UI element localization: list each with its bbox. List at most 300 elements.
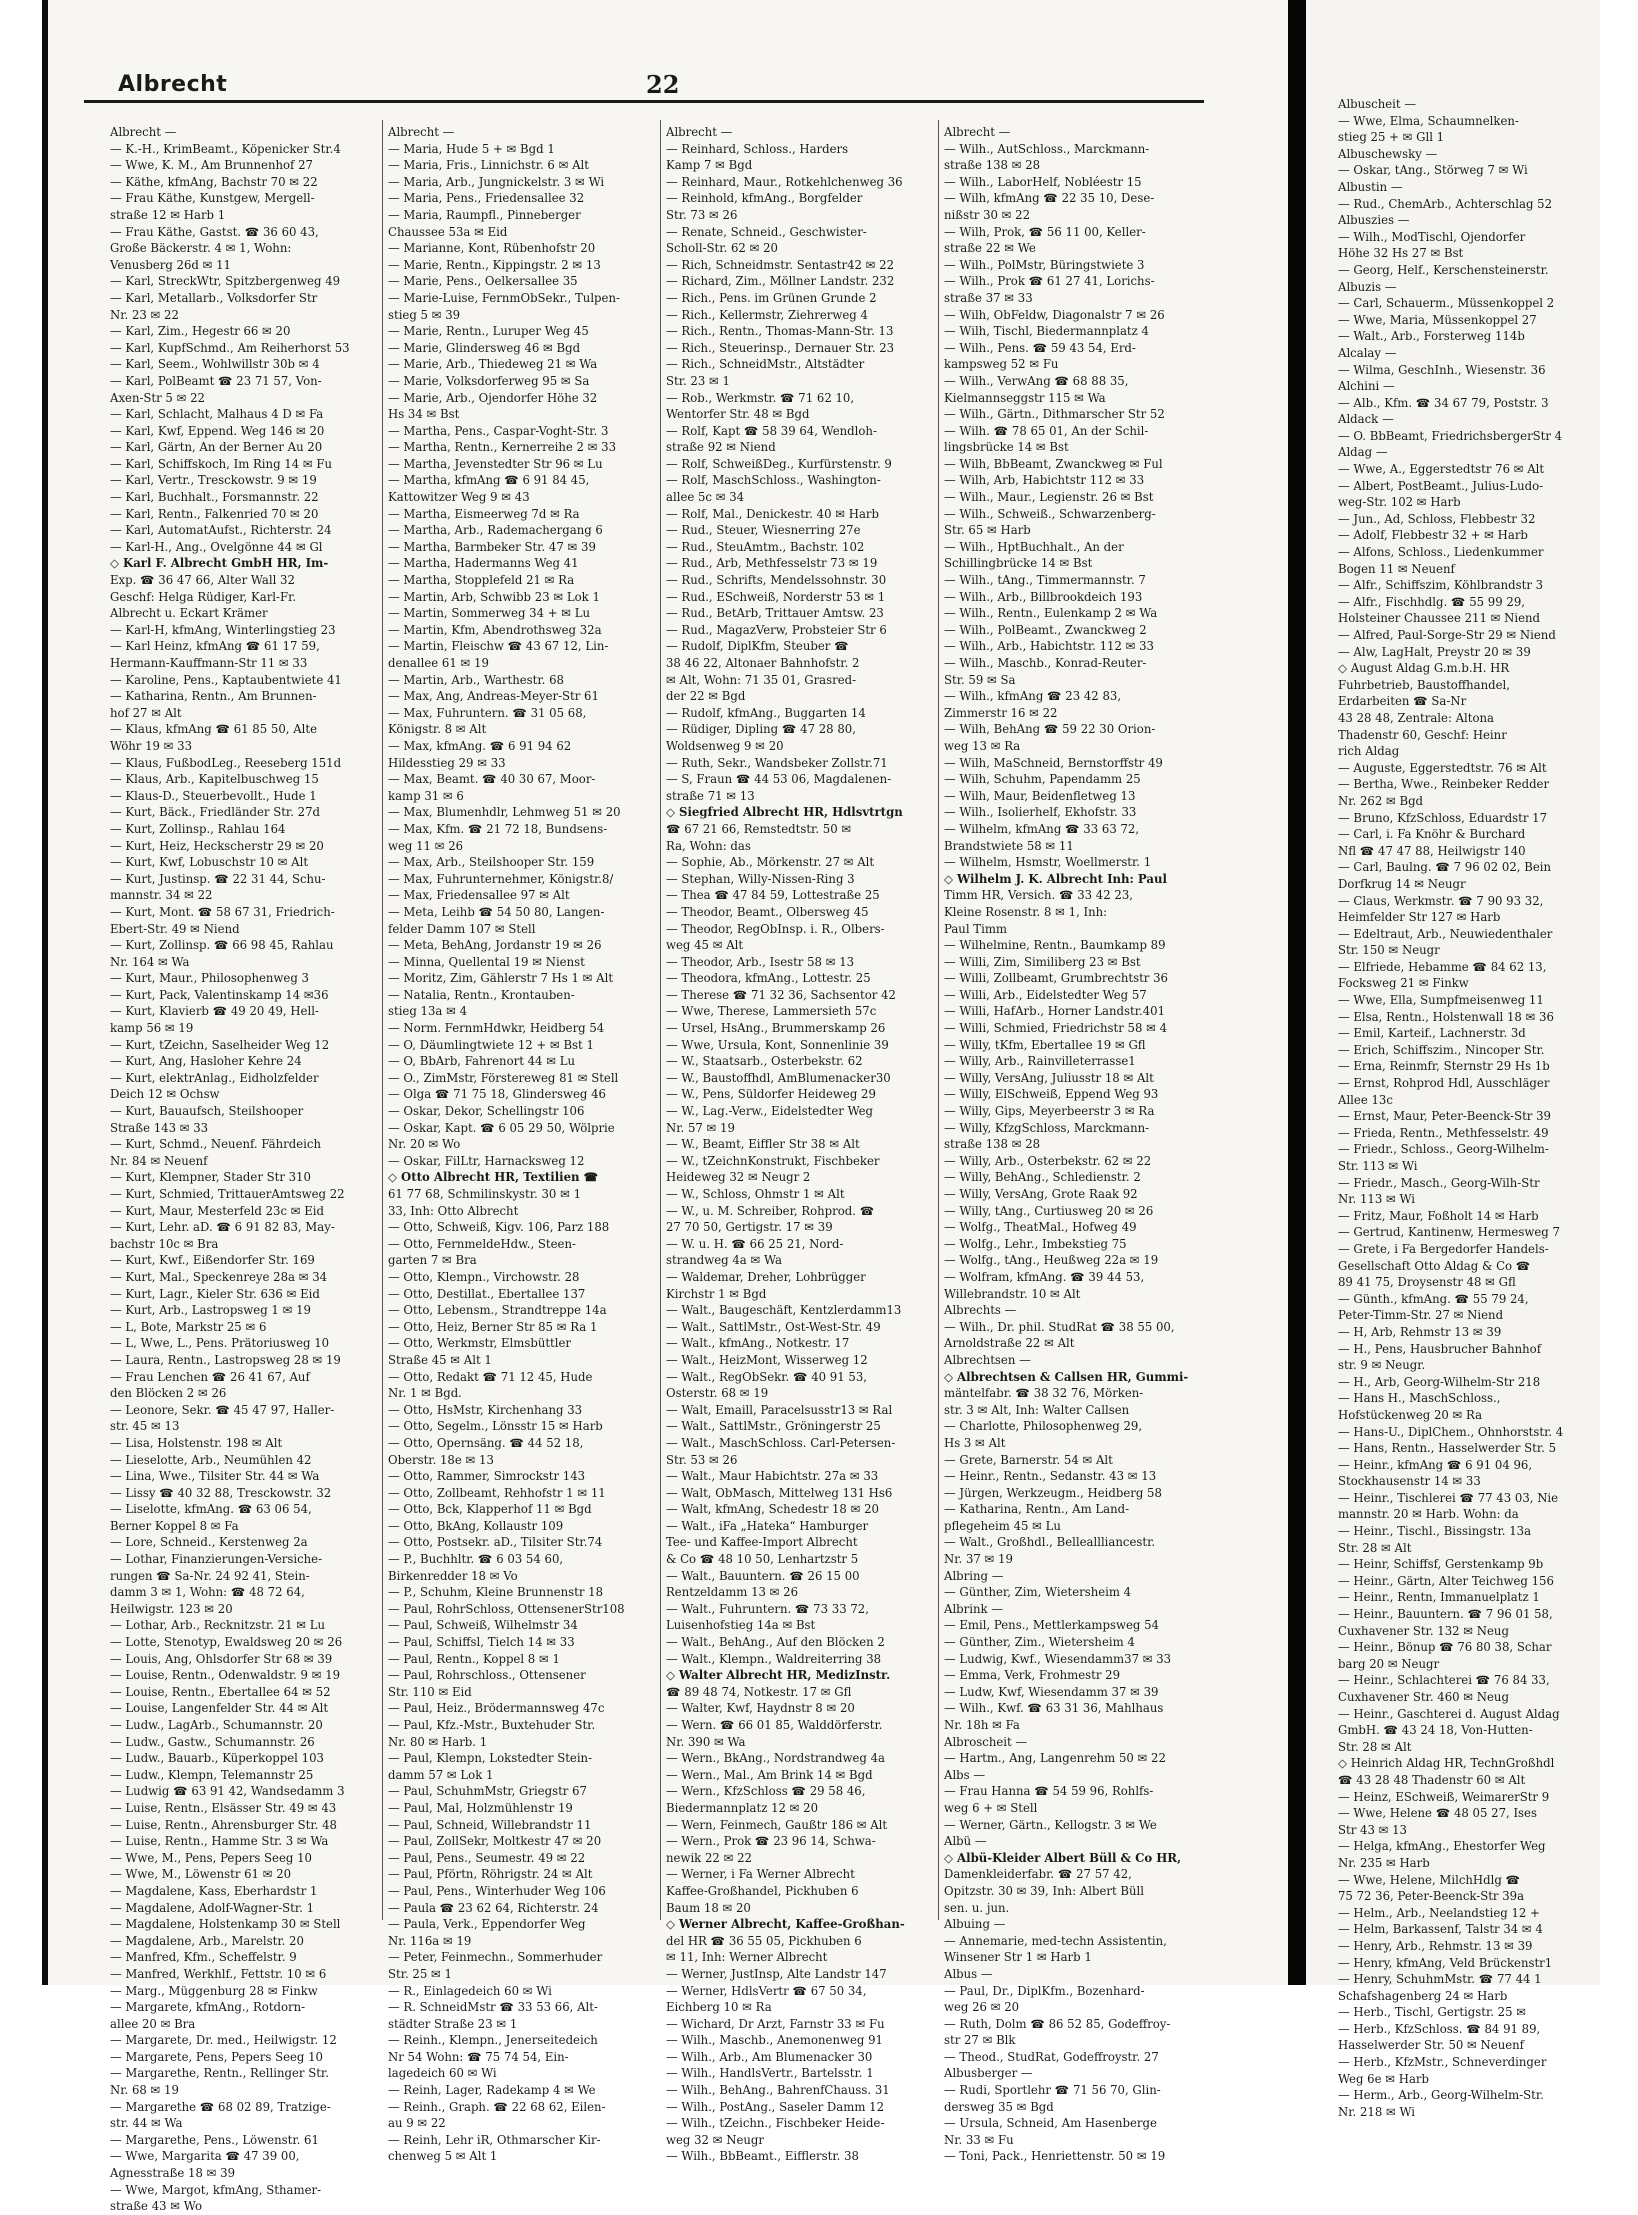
directory-entry: — Bertha, Wwe., Reinbeker Redder <box>1338 777 1550 792</box>
directory-entry: — Wolfg., tAng., Heußweg 22a ✉ 19 <box>944 1253 1159 1268</box>
directory-entry: 61 77 68, Schmilinskystr. 30 ✉ 1 <box>388 1187 582 1201</box>
directory-entry: — Carl, Baulng. ☎ 7 96 02 02, Bein <box>1338 860 1552 875</box>
directory-entry: — Oskar, Dekor, Schellingstr 106 <box>388 1104 585 1119</box>
directory-entry: ☎ 43 28 48 Thadenstr 60 ✉ Alt <box>1338 1772 1526 1787</box>
directory-entry: — O, Däumlingtwiete 12 + ✉ Bst 1 <box>388 1037 594 1052</box>
directory-entry: — Therese ☎ 71 32 36, Sachsentor 42 <box>666 987 896 1002</box>
directory-entry: — Ludw., Klempn, Telemannstr 25 <box>110 1767 314 1782</box>
directory-entry: & Co ☎ 48 10 50, Lenhartzstr 5 <box>666 1552 859 1567</box>
directory-entry: — P., Schuhm, Kleine Brunnenstr 18 <box>388 1585 604 1600</box>
directory-entry: — H., Pens, Hausbrucher Bahnhof <box>1338 1341 1542 1356</box>
directory-entry: — Wilh., HptBuchhalt., An der <box>944 539 1124 554</box>
directory-entry: — H, Arb, Rehmstr 13 ✉ 39 <box>1338 1324 1502 1339</box>
directory-entry: — Oskar, FilLtr, Harnacksweg 12 <box>388 1153 585 1168</box>
directory-entry: — K.-H., KrimBeamt., Köpenicker Str.4 <box>110 141 341 156</box>
book-gutter <box>1288 0 1306 1985</box>
directory-entry: — Wilh., HandlsVertr., Bartelsstr. 1 <box>666 2066 874 2081</box>
directory-entry: weg-Str. 102 ✉ Harb <box>1338 495 1461 510</box>
directory-entry: — Paul, Schneid, Willebrandstr 11 <box>388 1817 592 1832</box>
directory-entry: Osterstr. 68 ✉ 19 <box>666 1386 769 1401</box>
directory-entry: — Wwe, Therese, Lammersieth 57c <box>666 1004 877 1019</box>
directory-entry: — Maria, Raumpfl., Pinneberger <box>388 207 581 222</box>
directory-entry: — Paul, Kfz.-Mstr., Buxtehuder Str. <box>388 1718 596 1732</box>
directory-entry: Albus — <box>944 1966 993 1981</box>
directory-entry: — Lotte, Stenotyp, Ewaldsweg 20 ✉ 26 <box>110 1635 343 1650</box>
directory-entry: ◇ Wilhelm J. K. Albrecht Inh: Paul <box>944 871 1167 886</box>
directory-entry: — Meta, BehAng, Jordanstr 19 ✉ 26 <box>388 938 602 953</box>
directory-entry: Arnoldstraße 22 ✉ Alt <box>944 1336 1075 1351</box>
directory-entry: — Marie, Glindersweg 46 ✉ Bgd <box>388 340 581 355</box>
directory-entry: — Marie, Rentn., Luruper Weg 45 <box>388 324 589 339</box>
directory-entry: Str. 65 ✉ Harb <box>944 523 1031 538</box>
directory-entry: ◇ Siegfried Albrecht HR, Hdlsvtrtgn <box>666 805 903 820</box>
directory-entry: damm 57 ✉ Lok 1 <box>388 1767 494 1782</box>
directory-entry: del HR ☎ 36 55 05, Pickhuben 6 <box>666 1933 862 1948</box>
directory-entry: — Herb., Tischl, Gertigstr. 25 ✉ <box>1338 2005 1527 2020</box>
directory-entry: — W., Baustoffhdl, AmBlumenacker30 <box>666 1070 891 1085</box>
directory-entry: — Kurt, Justinsp. ☎ 22 31 44, Schu- <box>110 871 326 886</box>
directory-entry: — Reinh., Graph. ☎ 22 68 62, Eilen- <box>388 2099 606 2114</box>
directory-entry: — Rud., ESchweiß, Norderstr 53 ✉ 1 <box>666 589 886 604</box>
directory-entry: Straße 45 ✉ Alt 1 <box>388 1352 492 1367</box>
directory-entry: — Louis, Ang, Ohlsdorfer Str 68 ✉ 39 <box>110 1651 333 1666</box>
directory-entry: stieg 13a ✉ 4 <box>388 1004 468 1019</box>
directory-entry: Kleine Rosenstr. 8 ✉ 1, Inh: <box>944 904 1108 919</box>
directory-entry: — Karl, Metallarb., Volksdorfer Str <box>110 290 318 305</box>
directory-entry: — Klaus, Arb., Kapitelbuschweg 15 <box>110 772 319 787</box>
directory-entry: — Lina, Wwe., Tilsiter Str. 44 ✉ Wa <box>110 1469 320 1484</box>
directory-entry: — Rud., BetArb, Trittauer Amtsw. 23 <box>666 606 884 621</box>
directory-entry: — Wern. ☎ 66 01 85, Walddörferstr. <box>666 1718 883 1732</box>
directory-entry: strandweg 4a ✉ Wa <box>666 1253 782 1268</box>
directory-entry: — Wwe, Helene, MilchHdlg ☎ <box>1338 1872 1521 1887</box>
directory-entry: — L, Wwe, L., Pens. Prätoriusweg 10 <box>110 1336 330 1351</box>
directory-entry: ◇ Otto Albrecht HR, Textilien ☎ <box>388 1170 599 1185</box>
directory-entry: weg 32 ✉ Neugr <box>666 2132 764 2147</box>
directory-entry: Str. 25 ✉ 1 <box>388 1966 452 1981</box>
directory-entry: — Rich., Kellermstr, Ziehrerweg 4 <box>666 307 868 322</box>
directory-entry: — Ludw., LagArb., Schumannstr. 20 <box>110 1718 323 1732</box>
directory-entry: — Max, Fuhrunternehmer, Königstr.8/ <box>388 871 614 886</box>
directory-entry: — Lissy ☎ 40 32 88, Tresckowstr. 32 <box>110 1485 332 1500</box>
directory-entry: — Heinr., Bönup ☎ 76 80 38, Schar <box>1338 1640 1552 1655</box>
directory-entry: — O. BbBeamt, FriedrichsbergerStr 4 <box>1338 428 1563 443</box>
directory-entry: — Wilh, ObFeldw, Diagonalstr 7 ✉ 26 <box>944 307 1165 322</box>
directory-entry: — Luise, Rentn., Elsässer Str. 49 ✉ 43 <box>110 1800 337 1815</box>
directory-entry: — Willy, Arb., Rainvilleterrasse1 <box>944 1054 1136 1069</box>
directory-entry: — Wwe, A., Eggerstedtstr 76 ✉ Alt <box>1338 462 1545 477</box>
directory-entry: — Willy, Gips, Meyerbeerstr 3 ✉ Ra <box>944 1104 1155 1119</box>
directory-entry: — Maria, Arb., Jungnickelstr. 3 ✉ Wi <box>388 174 605 189</box>
directory-entry: — Hans H., MaschSchloss., <box>1338 1391 1501 1406</box>
directory-entry: str. 9 ✉ Neugr. <box>1338 1358 1426 1373</box>
directory-entry: — Meta, Leihb ☎ 54 50 80, Langen- <box>388 904 605 919</box>
directory-entry: — Otto, Destillat., Ebertallee 137 <box>388 1286 586 1301</box>
directory-entry: — Heinr, Schiffsf, Gerstenkamp 9b <box>1338 1557 1544 1572</box>
directory-entry: — Martha, Rentn., Kernerreihe 2 ✉ 33 <box>388 440 617 455</box>
directory-entry: — Ludwig ☎ 63 91 42, Wandsedamm 3 <box>110 1784 345 1799</box>
directory-entry: — Henry, SchuhmMstr. ☎ 77 44 1 <box>1338 1972 1542 1987</box>
directory-entry: — Karl, Gärtn, An der Berner Au 20 <box>110 440 323 455</box>
directory-entry: — Paul, Pens., Winterhuder Weg 106 <box>388 1883 606 1898</box>
directory-entry: weg 13 ✉ Ra <box>944 738 1021 753</box>
directory-entry: lingsbrücke 14 ✉ Bst <box>944 440 1069 455</box>
directory-entry: felder Damm 107 ✉ Stell <box>388 921 536 936</box>
directory-entry: — Wilh., Arb., Billbrookdeich 193 <box>944 589 1143 604</box>
directory-entry: — Walt., RegObSekr. ☎ 40 91 53, <box>666 1369 867 1384</box>
directory-entry: Hermann-Kauffmann-Str 11 ✉ 33 <box>110 656 308 670</box>
directory-entry: — Oskar, Kapt. ☎ 6 05 29 50, Wölprie <box>388 1120 615 1135</box>
directory-entry: Nr. 390 ✉ Wa <box>666 1734 746 1749</box>
directory-entry: Schillingbrücke 14 ✉ Bst <box>944 556 1093 571</box>
directory-entry: — Heinr., Tischl., Bissingstr. 13a <box>1338 1524 1532 1539</box>
directory-entry: Cuxhavener Str. 132 ✉ Neug <box>1338 1623 1509 1638</box>
directory-entry: ◇ Walter Albrecht HR, MedizInstr. <box>666 1668 891 1683</box>
directory-entry: Baum 18 ✉ 20 <box>666 1900 751 1915</box>
directory-entry: Hildesstieg 29 ✉ 33 <box>388 755 506 770</box>
facing-page-column <box>1338 96 1638 2120</box>
directory-entry: — Theodora, kfmAng., Lottestr. 25 <box>666 971 871 986</box>
directory-entry: — Friedr., Masch., Georg-Wilh-Str <box>1338 1175 1540 1190</box>
directory-entry: — Heinr., Rentn., Sedanstr. 43 ✉ 13 <box>944 1469 1157 1484</box>
directory-entry: — Paul, Pförtn, Röhrigstr. 24 ✉ Alt <box>388 1867 593 1882</box>
directory-entry: — Günth., kfmAng. ☎ 55 79 24, <box>1338 1291 1529 1306</box>
directory-entry: — Oskar, tAng., Störweg 7 ✉ Wi <box>1338 163 1528 178</box>
directory-entry: — Jun., Ad, Schloss, Flebbestr 32 <box>1338 511 1536 526</box>
directory-entry: — Wilh., BbBeamt., Eifflerstr. 38 <box>666 2149 859 2164</box>
directory-entry: straße 71 ✉ 13 <box>666 788 755 803</box>
directory-entry: Albü — <box>944 1834 987 1849</box>
directory-entry: 38 46 22, Altonaer Bahnhofstr. 2 <box>666 656 860 670</box>
directory-entry: Allee 13c <box>1338 1092 1393 1107</box>
directory-entry: — Ludw., Gastw., Schumannstr. 26 <box>110 1734 315 1749</box>
directory-entry: — Kurt, Pack, Valentinskamp 14 ✉36 <box>110 987 329 1002</box>
directory-entry: den Blöcken 2 ✉ 26 <box>110 1386 227 1401</box>
directory-entry: Albrechtsen — <box>944 1352 1031 1367</box>
page-number: 22 <box>646 70 680 99</box>
directory-entry: — Henry, kfmAng, Veld Brückenstr1 <box>1338 1955 1553 1970</box>
directory-entry: — Rolf, SchweißDeg., Kurfürstenstr. 9 <box>666 456 892 471</box>
directory-entry: — Wwe, M., Löwenstr 61 ✉ 20 <box>110 1867 292 1882</box>
directory-entry: bachstr 10c ✉ Bra <box>110 1236 219 1251</box>
directory-entry: — Max, Fuhruntern. ☎ 31 05 68, <box>388 705 587 720</box>
directory-entry: — Toni, Pack., Henriettenstr. 50 ✉ 19 <box>944 2149 1166 2164</box>
directory-entry: Weg 6e ✉ Harb <box>1338 2071 1429 2086</box>
directory-entry: — Karl, StreckWtr, Spitzbergenweg 49 <box>110 274 341 289</box>
directory-entry: Aldack — <box>1338 412 1394 427</box>
directory-entry: — Werner, HdlsVertr ☎ 67 50 34, <box>666 1983 867 1998</box>
directory-entry: Schafshagenberg 24 ✉ Harb <box>1338 1988 1508 2003</box>
directory-entry: Str. 59 ✉ Sa <box>944 672 1016 687</box>
directory-entry: — Karl, Buchhalt., Forsmannstr. 22 <box>110 490 319 505</box>
directory-entry: Albs — <box>944 1767 986 1782</box>
directory-entry: — Herb., KfzMstr., Schneverdinger <box>1338 2055 1547 2070</box>
directory-entry: — Karl, Vertr., Tresckowstr. 9 ✉ 19 <box>110 473 317 488</box>
directory-entry: Albrink — <box>944 1601 1003 1616</box>
directory-entry: — Otto, Opernsäng. ☎ 44 52 18, <box>388 1435 584 1450</box>
directory-entry: — Rich., Steuerinsp., Dernauer Str. 23 <box>666 340 895 355</box>
directory-entry: 89 41 75, Droysenstr 48 ✉ Gfl <box>1338 1275 1516 1290</box>
directory-entry: Zimmerstr 16 ✉ 22 <box>944 705 1058 720</box>
directory-entry: — Waldemar, Dreher, Lohbrügger <box>666 1269 866 1284</box>
directory-entry: rungen ☎ Sa-Nr. 24 92 41, Stein- <box>110 1568 310 1583</box>
directory-entry: — W., Schloss, Ohmstr 1 ✉ Alt <box>666 1187 845 1201</box>
directory-entry: — Kurt, Lagr., Kieler Str. 636 ✉ Eid <box>110 1286 320 1301</box>
directory-entry: — Rich., Rentn., Thomas-Mann-Str. 13 <box>666 324 894 339</box>
directory-entry: Tee- und Kaffee-Import Albrecht <box>666 1535 858 1550</box>
directory-entry: — Maria, Fris., Linnichstr. 6 ✉ Alt <box>388 158 589 173</box>
directory-entry: — Lothar, Finanzierungen-Versiche- <box>110 1552 323 1567</box>
directory-entry: — Marg., Müggenburg 28 ✉ Finkw <box>110 1983 318 1998</box>
directory-entry: — Heinz, ESchweiß, WeimarerStr 9 <box>1338 1789 1550 1804</box>
directory-entry: — Marie, Arb., Thiedeweg 21 ✉ Wa <box>388 357 598 372</box>
directory-entry: mannstr. 20 ✉ Harb. Wohn: da <box>1338 1507 1519 1522</box>
directory-entry: — Kurt, Bäck., Friedländer Str. 27d <box>110 805 321 820</box>
directory-entry: — Paul, Schiffsl, Tielch 14 ✉ 33 <box>388 1635 575 1650</box>
directory-entry: — Rolf, MaschSchloss., Washington- <box>666 473 881 488</box>
directory-entry: ✉ 11, Inh: Werner Albrecht <box>666 1950 828 1965</box>
directory-entry: — Norm. FernmHdwkr, Heidberg 54 <box>388 1021 605 1036</box>
directory-entry: — Herm., Arb., Georg-Wilhelm-Str. <box>1338 2088 1544 2103</box>
directory-entry: — Wilh, BehAng ☎ 59 22 30 Orion- <box>944 722 1156 737</box>
directory-entry: — Wilh., Kwf. ☎ 63 31 36, Mahlhaus <box>944 1701 1164 1716</box>
directory-entry: hof 27 ✉ Alt <box>110 705 182 720</box>
directory-entry: Königstr. 8 ✉ Alt <box>388 722 487 737</box>
directory-entry: Nr. 164 ✉ Wa <box>110 954 190 969</box>
directory-entry: — Adolf, Flebbestr 32 + ✉ Harb <box>1338 528 1528 543</box>
directory-entry: — Wolfg., TheatMal., Hofweg 49 <box>944 1220 1137 1235</box>
directory-entry: — Kurt, Maur., Philosophenweg 3 <box>110 971 309 986</box>
directory-entry: lagedeich 60 ✉ Wi <box>388 2066 497 2081</box>
directory-entry: — Wwe, Maria, Müssenkoppel 27 <box>1338 312 1537 327</box>
directory-entry: — Karl, PolBeamt ☎ 23 71 57, Von- <box>110 373 322 388</box>
directory-entry: denallee 61 ✉ 19 <box>388 656 489 670</box>
directory-entry: — Wilh., Schweiß., Schwarzenberg- <box>944 506 1156 521</box>
directory-entry: — Wilh, Arb, Habichtstr 112 ✉ 33 <box>944 473 1145 488</box>
directory-entry: — Walt., Baugeschäft, Kentzlerdamm13 <box>666 1303 902 1318</box>
directory-entry: Albrecht — <box>944 125 1011 139</box>
directory-entry: — Otto, Heiz, Berner Str 85 ✉ Ra 1 <box>388 1319 598 1334</box>
directory-entry: der 22 ✉ Bgd <box>666 689 746 704</box>
directory-entry: — Willy, BehAng., Schledienstr. 2 <box>944 1170 1141 1185</box>
directory-entry: — Theodor, Beamt., Olbersweg 45 <box>666 904 869 919</box>
directory-entry: — Carl, Schauerm., Müssenkoppel 2 <box>1338 296 1555 311</box>
directory-entry: — Willy, Arb., Osterbekstr. 62 ✉ 22 <box>944 1153 1152 1168</box>
directory-entry: Kirchstr 1 ✉ Bgd <box>666 1286 767 1301</box>
directory-entry: — Rolf, Kapt ☎ 58 39 64, Wendloh- <box>666 423 877 438</box>
directory-entry: — Wilh., ModTischl, Ojendorfer <box>1338 229 1526 244</box>
directory-entry: — Martin, Arb., Warthestr. 68 <box>388 672 564 687</box>
directory-entry: — Kurt, Schmd., Neuenf. Fährdeich <box>110 1137 321 1152</box>
directory-entry: mannstr. 34 ✉ 22 <box>110 888 213 903</box>
directory-entry: — Wwe, Margarita ☎ 47 39 00, <box>110 2149 300 2164</box>
directory-entry: straße 138 ✉ 28 <box>944 158 1041 173</box>
directory-entry: ◇ Werner Albrecht, Kaffee-Großhan- <box>666 1917 905 1932</box>
directory-entry: Nr. 57 ✉ 19 <box>666 1120 735 1135</box>
directory-entry: — Albert, PostBeamt., Julius-Ludo- <box>1338 478 1544 493</box>
directory-entry: — Manfred, Kfm., Scheffelstr. 9 <box>110 1950 297 1965</box>
directory-entry: — Reinh, Lager, Radekamp 4 ✉ We <box>388 2083 596 2098</box>
directory-entry: — Klaus, kfmAng ☎ 61 85 50, Alte <box>110 722 317 737</box>
directory-entry: — Helm., Arb., Neelandstieg 12 + <box>1338 1905 1540 1920</box>
directory-entry: Str 43 ✉ 13 <box>1338 1822 1407 1837</box>
directory-entry: — Ursula, Schneid, Am Hasenberge <box>944 2116 1157 2131</box>
directory-entry: — Walt, ObMasch, Mittelweg 131 Hs6 <box>666 1485 893 1500</box>
directory-entry: — Rud., Arb, Methfesselstr 73 ✉ 19 <box>666 556 878 571</box>
directory-entry: str. 44 ✉ Wa <box>110 2116 183 2131</box>
directory-entry: — Günther, Zim., Wietersheim 4 <box>944 1635 1135 1650</box>
directory-entry: Kielmannseggstr 115 ✉ Wa <box>944 390 1106 405</box>
directory-entry: — Stephan, Willy-Nissen-Ring 3 <box>666 871 855 886</box>
directory-entry: — Grete, Barnerstr. 54 ✉ Alt <box>944 1452 1113 1467</box>
directory-entry: stieg 25 + ✉ Gll 1 <box>1338 130 1445 145</box>
directory-entry: — Reinh, Lehr iR, Othmarscher Kir- <box>388 2132 601 2147</box>
directory-entry: Straße 143 ✉ 33 <box>110 1120 209 1135</box>
directory-entry: — Marianne, Kont, Rübenhofstr 20 <box>388 241 596 256</box>
directory-entry: — Reinhard, Maur., Rotkehlchenweg 36 <box>666 174 903 189</box>
directory-entry: — Margarethe, Pens., Löwenstr. 61 <box>110 2132 319 2147</box>
directory-entry: — Martha, Barmbeker Str. 47 ✉ 39 <box>388 539 596 554</box>
directory-entry: — Reinhold, kfmAng., Borgfelder <box>666 191 863 206</box>
directory-entry: Nr. 262 ✉ Bgd <box>1338 793 1424 808</box>
directory-entry: — Wilh., Isolierhelf, Ekhofstr. 33 <box>944 805 1137 820</box>
directory-entry: ◇ August Aldag G.m.b.H. HR <box>1338 661 1510 676</box>
directory-entry: Str. 53 ✉ 26 <box>666 1452 738 1467</box>
directory-entry: — Walt., Maur Habichtstr. 27a ✉ 33 <box>666 1469 879 1484</box>
directory-entry: Axen-Str 5 ✉ 22 <box>110 390 205 405</box>
directory-entry: — Kurt, Zollinsp. ☎ 66 98 45, Rahlau <box>110 938 334 953</box>
directory-entry: Ra, Wohn: das <box>666 838 751 853</box>
directory-entry: — Wolfram, kfmAng. ☎ 39 44 53, <box>944 1269 1145 1284</box>
directory-entry: städter Straße 23 ✉ 1 <box>388 2016 518 2031</box>
directory-entry: — Heinr., kfmAng ☎ 6 91 04 96, <box>1338 1457 1533 1472</box>
directory-entry: — Kurt, Mal., Speckenreye 28a ✉ 34 <box>110 1269 328 1284</box>
directory-entry: — Katharina, Rentn., Am Land- <box>944 1502 1130 1517</box>
directory-entry: — Walter, Kwf, Haydnstr 8 ✉ 20 <box>666 1701 855 1716</box>
directory-entry: straße 138 ✉ 28 <box>944 1137 1041 1152</box>
directory-entry: Agnesstraße 18 ✉ 39 <box>110 2166 236 2181</box>
directory-entry: — Alb., Kfm. ☎ 34 67 79, Poststr. 3 <box>1338 395 1549 410</box>
directory-entry: — Ludw., Bauarb., Küperkoppel 103 <box>110 1751 324 1766</box>
directory-entry: Luisenhofstieg 14a ✉ Bst <box>666 1618 816 1633</box>
directory-entry: Heideweg 32 ✉ Neugr 2 <box>666 1170 811 1185</box>
directory-entry: Dorfkrug 14 ✉ Neugr <box>1338 876 1466 891</box>
directory-entry: Nfl ☎ 47 47 88, Heilwigstr 140 <box>1338 843 1526 858</box>
directory-entry: — Walt., Fuhruntern. ☎ 73 33 72, <box>666 1601 869 1616</box>
directory-entry: Damenkleiderfabr. ☎ 27 57 42, <box>944 1867 1132 1882</box>
directory-entry: — Rudolf, kfmAng., Buggarten 14 <box>666 705 866 720</box>
directory-entry: — Charlotte, Philosophenweg 29, <box>944 1419 1143 1434</box>
directory-entry: — Marie, Rentn., Kippingstr. 2 ✉ 13 <box>388 257 601 272</box>
directory-entry: — Max, Blumenhdlr, Lehmweg 51 ✉ 20 <box>388 805 621 820</box>
directory-entry: str. 45 ✉ 13 <box>110 1419 180 1434</box>
directory-entry: — W. u. H. ☎ 66 25 21, Nord- <box>666 1236 844 1251</box>
directory-entry: — Alfr., Fischhdlg. ☎ 55 99 29, <box>1338 594 1525 609</box>
directory-entry: — Wilh., AutSchloss., Marckmann- <box>944 141 1150 156</box>
directory-entry: — Karl, Schiffskoch, Im Ring 14 ✉ Fu <box>110 456 333 471</box>
directory-entry: — Rich., SchneidMstr., Altstädter <box>666 357 865 372</box>
directory-entry: — Margarete, Dr. med., Heilwigstr. 12 <box>110 2033 337 2048</box>
directory-entry: — Paul, Mal, Holzmühlenstr 19 <box>388 1800 573 1815</box>
directory-entry: — Wilh., VerwAng ☎ 68 88 35, <box>944 373 1129 388</box>
directory-entry: Albusberger — <box>944 2066 1033 2081</box>
directory-entry: nißstr 30 ✉ 22 <box>944 207 1031 222</box>
directory-entry: — Heinr., Schlachterei ☎ 76 84 33, <box>1338 1673 1550 1688</box>
directory-entry: — Kurt, Heiz, Heckscherstr 29 ✉ 20 <box>110 838 324 853</box>
directory-entry: — Walt., Klempn., Waldreiterring 38 <box>666 1651 882 1666</box>
directory-entry: — Wilh., tZeichn., Fischbeker Heide- <box>666 2116 885 2131</box>
directory-entry: Eichberg 10 ✉ Ra <box>666 2000 772 2015</box>
directory-entry: — Ursel, HsAng., Brummerskamp 26 <box>666 1021 886 1036</box>
directory-entry: — Marie, Volksdorferweg 95 ✉ Sa <box>388 373 590 388</box>
directory-entry: — Wwe, K. M., Am Brunnenhof 27 <box>110 158 313 173</box>
directory-entry: straße 12 ✉ Harb 1 <box>110 207 226 222</box>
directory-entry: Albrecht — <box>110 125 177 139</box>
directory-entry: — Kurt, Klavierb ☎ 49 20 49, Hell- <box>110 1004 319 1019</box>
directory-entry: — Willy, VersAng, Juliusstr 18 ✉ Alt <box>944 1070 1154 1085</box>
column-divider <box>938 120 939 1920</box>
directory-entry: Hs 34 ✉ Bst <box>388 407 460 422</box>
column-divider <box>382 120 383 1920</box>
directory-entry: Albuszies — <box>1338 213 1410 228</box>
directory-entry: — Alfred, Paul-Sorge-Str 29 ✉ Niend <box>1338 628 1556 642</box>
directory-entry: — Wilh, Schuhm, Papendamm 25 <box>944 772 1141 787</box>
directory-entry: ☎ 89 48 74, Notkestr. 17 ✉ Gfl <box>666 1684 852 1699</box>
directory-entry: — Willi, Zim, Similiberg 23 ✉ Bst <box>944 954 1141 969</box>
directory-entry: — Karl, KupfSchmd., Am Reiherhorst 53 <box>110 340 350 355</box>
directory-entry: 43 28 48, Zentrale: Altona <box>1338 710 1495 725</box>
directory-entry: — Maria, Pens., Friedensallee 32 <box>388 191 585 206</box>
directory-entry: — Karl, Schlacht, Malhaus 4 D ✉ Fa <box>110 407 324 422</box>
directory-entry: — Willi, Schmied, Friedrichstr 58 ✉ 4 <box>944 1021 1168 1036</box>
directory-entry: sen. u. jun. <box>944 1900 1010 1915</box>
directory-entry: — Kurt, Arb., Lastropsweg 1 ✉ 19 <box>110 1303 311 1318</box>
directory-entry: — Ruth, Dolm ☎ 86 52 85, Godeffroy- <box>944 2016 1171 2031</box>
directory-entry: — Otto, Postsekr. aD., Tilsiter Str.74 <box>388 1535 603 1550</box>
directory-entry: Timm HR, Versich. ☎ 33 42 23, <box>944 888 1133 903</box>
directory-entry: — Otto, Schweiß, Kigv. 106, Parz 188 <box>388 1220 610 1235</box>
directory-entry: Willebrandstr. 10 ✉ Alt <box>944 1286 1081 1301</box>
directory-entry: — Wilh, Maur, Beidenfletweg 13 <box>944 788 1136 803</box>
directory-entry: — Wern., Mal., Am Brink 14 ✉ Bgd <box>666 1767 873 1782</box>
directory-entry: Nr. 18h ✉ Fa <box>944 1718 1020 1732</box>
directory-entry: — Karl, Rentn., Falkenried 70 ✉ 20 <box>110 506 319 521</box>
directory-entry: str 27 ✉ Blk <box>944 2033 1016 2048</box>
directory-entry: — Wilh, Prok, ☎ 56 11 00, Keller- <box>944 224 1146 239</box>
directory-entry: — Martha, Stopplefeld 21 ✉ Ra <box>388 573 575 588</box>
directory-entry: Chaussee 53a ✉ Eid <box>388 224 508 239</box>
directory-entry: — Margarete, Pens, Pepers Seeg 10 <box>110 2049 323 2064</box>
directory-entry: — Frau Käthe, Gastst. ☎ 36 60 43, <box>110 224 319 239</box>
directory-entry: — Wwe, Elma, Schaumnelken- <box>1338 113 1519 128</box>
directory-entry: Kattowitzer Weg 9 ✉ 43 <box>388 490 530 505</box>
directory-entry: GmbH. ☎ 43 24 18, Von-Hutten- <box>1338 1723 1533 1738</box>
directory-entry: — Henry, Arb., Rehmstr. 13 ✉ 39 <box>1338 1938 1533 1953</box>
directory-entry: — Ruth, Sekr., Wandsbeker Zollstr.71 <box>666 755 888 770</box>
directory-entry: — Wolfg., Lehr., Imbekstieg 75 <box>944 1236 1127 1251</box>
directory-entry: straße 92 ✉ Niend <box>666 440 776 455</box>
directory-entry: — Wilh, kfmAng ☎ 22 35 10, Dese- <box>944 191 1155 206</box>
directory-entry: kamp 56 ✉ 19 <box>110 1021 194 1036</box>
directory-entry: — Karl, AutomatAufst., Richterstr. 24 <box>110 523 332 538</box>
directory-entry: — Martin, Kfm, Abendrothsweg 32a <box>388 622 602 637</box>
directory-entry: — Magdalene, Holstenkamp 30 ✉ Stell <box>110 1917 341 1932</box>
directory-entry: ◇ Heinrich Aldag HR, TechnGroßhdl <box>1338 1756 1555 1771</box>
directory-entry: — Paul, Pens., Seumestr. 49 ✉ 22 <box>388 1850 586 1865</box>
directory-entry: — Walt, Emaill, Paracelsusstr13 ✉ Ral <box>666 1402 893 1417</box>
directory-entry: — Wern., Prok ☎ 23 96 14, Schwa- <box>666 1834 876 1849</box>
directory-entry: — Theod., StudRat, Godeffroystr. 27 <box>944 2049 1159 2064</box>
